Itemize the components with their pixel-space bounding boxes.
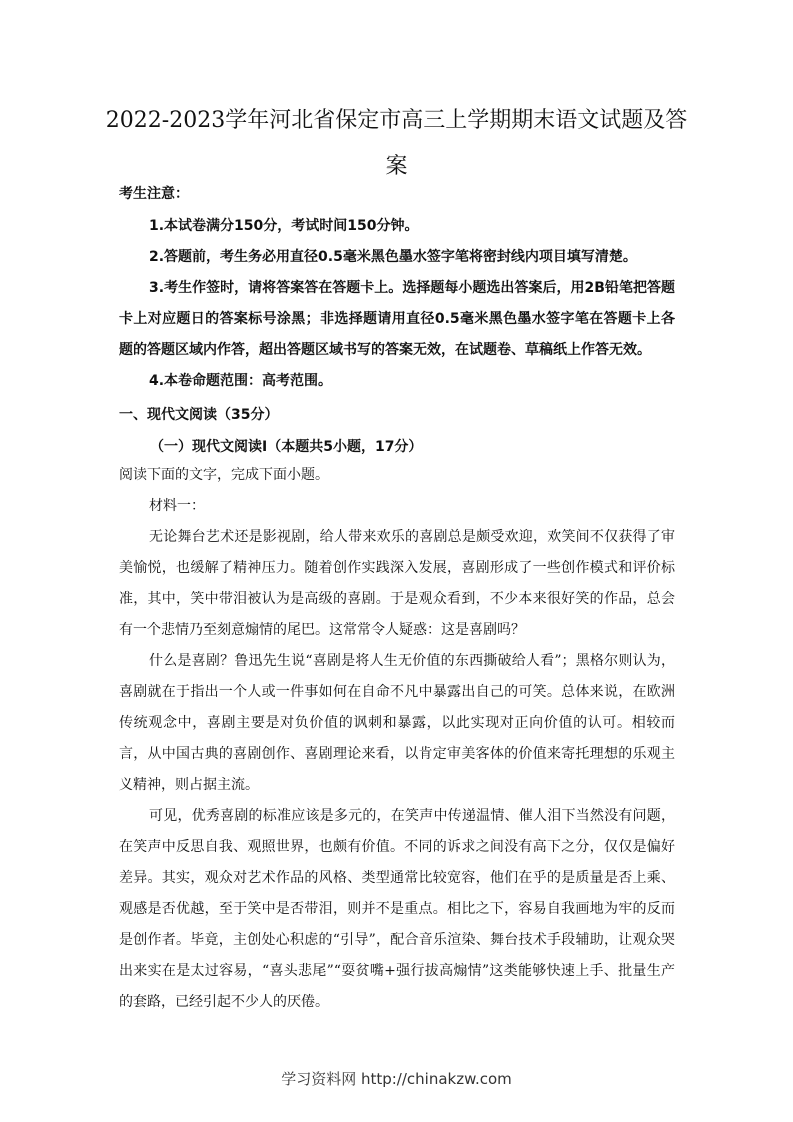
subsection-heading-one: （一）现代文阅读Ⅰ（本题共5小题，17分） xyxy=(150,439,423,455)
material-label: 材料一： xyxy=(149,498,205,514)
reading-instruction: 阅读下面的文字，完成下面小题。 xyxy=(119,467,329,483)
paragraph-1: 无论舞台艺术还是影视剧，给人带来欢乐的喜剧总是颇受欢迎，欢笑间不仅获得了审美愉悦，也缓解了精神压力。随着创作实践深入发展，喜剧形成了一些创作模式和评价标准，其中，笑中带泪被认为是高级的喜剧。于是观众看到，不少本来很好笑的作品，总会有一个悲情乃至刻意煽情的尾巴。这常常令人疑惑：这是喜剧吗？ xyxy=(119,529,675,638)
notice-item-3: 3.考生作签时，请将答案答在答题卡上。选择题每小题选出答案后，用2B铅笔把答题卡上对应题日的答案标号涂黑；非选择题请用直径0.5毫米黑色墨水签字笔在答题卡上各题的答题区域内作答，超出答题区域书写的答案无效，在试题卷、草稿纸上作答无效。 xyxy=(119,280,675,358)
paragraph-3: 可见，优秀喜剧的标准应该是多元的，在笑声中传递温情、催人泪下当然没有问题，在笑声中反思自我、观照世界，也颇有价值。不同的诉求之间没有高下之分，仅仅是偏好差异。其实，观众对艺术作品的风格、类型通常比较宽容，他们在乎的是质量是否上乘、观感是否优越，至于笑中是否带泪，则并不是重点。相比之下，容易自我画地为牢的反而是创作者。毕竟，主创处心积虑的“引导”，配合音乐渲染、舞台技术手段辅助，让观众哭出来实在是太过容易，“喜头悲尾”“耍贫嘴+强行拔高煽情”这类能够快速上手、批量生产的套路，已经引起不少人的厌倦。 xyxy=(119,808,675,1010)
notice-item-1: 1.本试卷满分150分，考试时间150分钟。 xyxy=(149,218,419,234)
notice-item-4: 4.本卷命题范围：高考范围。 xyxy=(149,373,333,389)
paragraph-2: 什么是喜剧？鲁迅先生说“喜剧是将人生无价值的东西撕破给人看”；黑格尔则认为，喜剧就在于指出一个人或一件事如何在自命不凡中暴露出自己的可笑。总体来说，在欧洲传统观念中，喜剧主要是对负价值的讽刺和暴露，以此实现对正向价值的认可。相较而言，从中国古典的喜剧创作、喜剧理论来看，以肯定审美客体的价值来寄托理想的乐观主义精神，则占据主流。 xyxy=(119,653,675,793)
notice-item-2: 2.答题前，考生务必用直径0.5毫米黑色墨水签字笔将密封线内项目填写清楚。 xyxy=(149,249,637,265)
footer-watermark[interactable]: 学习资料网 http://chinakzw.com xyxy=(281,1070,512,1088)
document-title: 2022-2023学年河北省保定市高三上学期期末语文试题及答案 xyxy=(105,108,688,179)
notice-heading: 考生注意： xyxy=(119,186,189,202)
section-heading-one: 一、现代文阅读（35分） xyxy=(119,407,279,423)
